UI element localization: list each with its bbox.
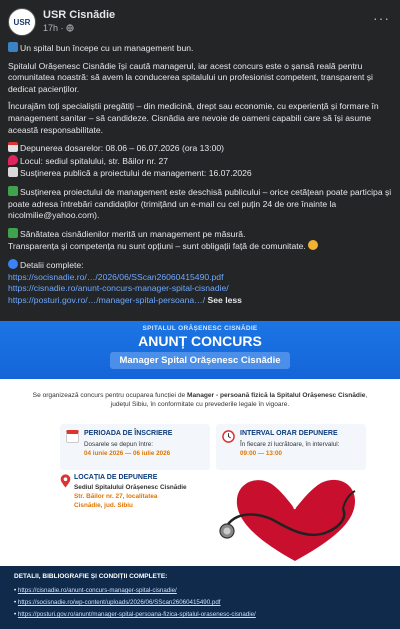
- footer-title: DETALII, BIBLIOGRAFIE ȘI CONDIȚII COMPLETE:: [14, 573, 168, 580]
- page-name[interactable]: USR Cisnădie: [43, 9, 116, 21]
- hospital-icon: [8, 42, 18, 52]
- handshake-icon: [308, 240, 318, 250]
- more-options-button[interactable]: ···: [373, 10, 390, 26]
- announcement-image[interactable]: [0, 321, 400, 629]
- post-text: [8, 42, 394, 306]
- pin-icon: [8, 155, 18, 165]
- calendar-icon: [8, 142, 18, 152]
- poster-header: [0, 321, 400, 379]
- poster-kicker: SPITALUL ORĂȘENESC CISNĂDIE: [142, 325, 258, 332]
- poster-footer: [0, 566, 400, 629]
- post-header: [8, 8, 392, 36]
- poster-intro: Se organizează concurs pentru ocuparea funcției de Manager - persoană fizică la Spitalul Orășenesc Cisnădie, județul Sibiu, în conformitate cu prevederile legale în vigoare.: [32, 392, 368, 408]
- location-address: Str. Băilor nr. 27, localitatea Cisnădie, jud. Sibiu: [74, 493, 158, 509]
- post-line: Un spital bun începe cu un management bun.: [8, 42, 394, 55]
- details-link-3[interactable]: https://posturi.gov.ro/…/manager-spital-persoana…/: [8, 294, 206, 305]
- details-link-1[interactable]: https://socisnadie.ro/…/2026/06/SScan26060415490.pdf: [8, 271, 224, 282]
- info-icon: [8, 259, 18, 269]
- footer-link-3[interactable]: • https://posturi.gov.ro/anunt/manager-spital-persoana-fizica-spitalul-orasenesc-cisnadie/: [14, 611, 256, 618]
- period-title: PERIOADA DE ÎNSCRIERE: [84, 430, 173, 437]
- calendar-icon: [66, 430, 79, 443]
- post-line: Detalii complete:: [8, 259, 394, 272]
- check-icon: [8, 228, 18, 238]
- footer-link-2[interactable]: • https://socisnadie.ro/wp-content/uploads/2026/06/SScan26060415490.pdf: [14, 599, 221, 606]
- hours-title: INTERVAL ORAR DEPUNERE: [240, 430, 338, 437]
- post-time: 17h ·: [43, 23, 74, 33]
- avatar-text: USR: [13, 17, 31, 27]
- post-line: Depunerea dosarelor: 08.06 – 06.07.2026 (ora 13:00): [8, 142, 394, 155]
- pin-icon: [60, 474, 71, 488]
- post-paragraph: Încurajăm toți specialiștii pregătiți – din medicină, drept sau economie, cu experiență și formare în management sanitar – să candideze. Cisnădia are nevoie de oameni capabili care să își asume această responsabilitate.: [8, 101, 379, 135]
- post-line: Susținerea publică a proiectului de management: 16.07.2026: [8, 167, 394, 180]
- clipboard-icon: [8, 167, 18, 177]
- clock-icon: [222, 430, 235, 443]
- period-card: [60, 424, 210, 470]
- globe-icon: [66, 24, 74, 32]
- see-less-button[interactable]: See less: [207, 294, 242, 305]
- footer-link-1[interactable]: • https://cisnadie.ro/anunt-concurs-manager-spital-cisnadie/: [14, 587, 177, 594]
- heart-stethoscope-icon: [215, 469, 367, 565]
- location-title: LOCAȚIA DE DEPUNERE: [74, 474, 158, 481]
- period-text: Dosarele se depun între: 04 iunie 2026 — 06 iulie 2026: [84, 441, 171, 457]
- post-paragraph: Spitalul Orășenesc Cisnădie își caută managerul, iar acest concurs este o șansă reală pentru comunitatea noastră: să avem la conducerea spitalului un profesionist competent, transparent și dedicat pacienților.: [8, 60, 373, 94]
- post-line: Transparența și competența nu sunt opțiuni – sunt obligații față de comunitate.: [8, 240, 394, 253]
- location-block: [60, 474, 190, 532]
- location-name: Sediul Spitalului Orășenesc Cisnădie: [74, 484, 187, 491]
- avatar[interactable]: [8, 8, 36, 36]
- post-line: Sănătatea cisnădienilor merită un management pe măsură.: [8, 228, 394, 241]
- poster-badge: Manager Spital Orășenesc Cisnădie: [110, 352, 289, 369]
- hours-text: În fiecare zi lucrătoare, în intervalul: 09:00 — 13:00: [240, 441, 340, 457]
- post-line: Susținerea proiectului de management este deschisă publicului – orice cetățean poate participa și poate adresa întrebări candidaților (trimițând un e-mail cu cel puțin 24 de ore înainte la nicolmilie@yahoo.com).: [8, 186, 392, 221]
- details-link-2[interactable]: https://cisnadie.ro/anunt-concurs-manager-spital-cisnadie/: [8, 283, 229, 294]
- post-line: Locul: sediul spitalului, str. Băilor nr. 27: [8, 155, 394, 168]
- poster-title: ANUNȚ CONCURS: [138, 333, 262, 349]
- check-icon: [8, 186, 18, 196]
- hours-card: [216, 424, 366, 470]
